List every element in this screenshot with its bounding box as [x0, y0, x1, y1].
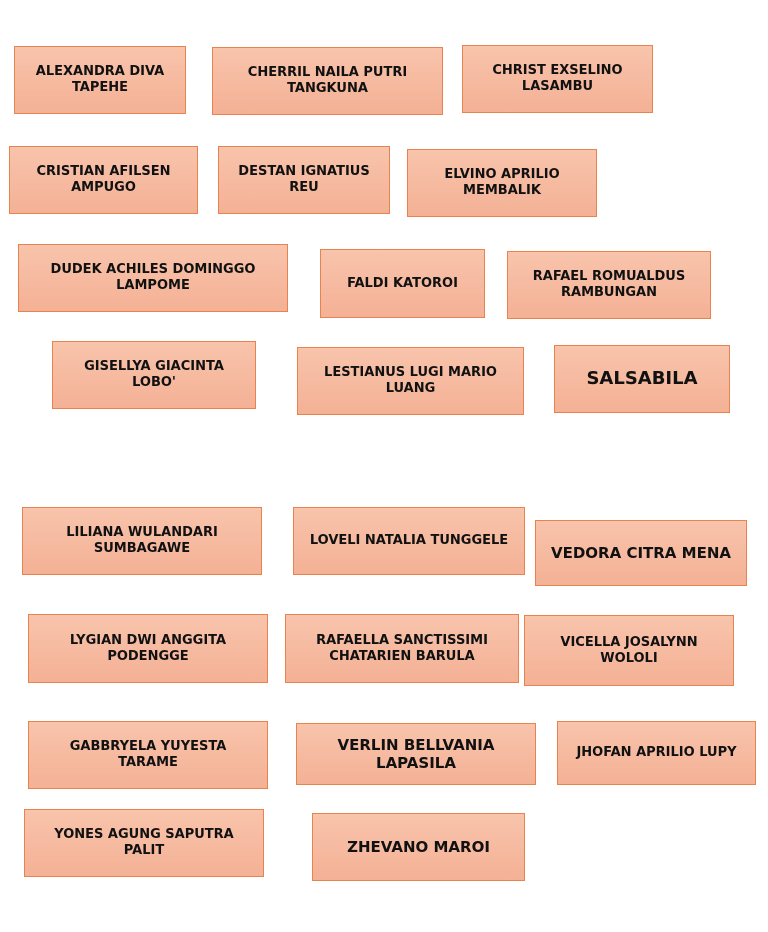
name-card-label — [444, 167, 559, 199]
name-card-rafael-romualdus-rambungan[interactable] — [507, 251, 711, 319]
name-line-1: GISELLYA GIACINTA — [84, 359, 224, 374]
name-card-verlin-bellvania-lapasila[interactable] — [296, 723, 536, 785]
name-card-label — [316, 633, 488, 665]
name-line-1: LYGIAN DWI ANGGITA — [69, 632, 227, 648]
name-line-2: LASAMBU — [521, 79, 594, 94]
name-line-2: WOLOLI — [600, 650, 658, 666]
name-line-1: VICELLA JOSALYNN — [560, 634, 698, 650]
name-line-1: ZHEVANO MAROI — [347, 838, 490, 856]
name-card-liliana-wulandari-sumbagawe[interactable] — [22, 507, 262, 575]
name-card-label — [310, 533, 508, 549]
name-line-2: REU — [289, 180, 319, 195]
name-card-label — [238, 164, 369, 196]
name-card-elvino-aprilio-membalik[interactable] — [407, 149, 597, 217]
name-line-1: CHERRIL NAILA PUTRI — [247, 65, 408, 80]
name-card-label — [586, 368, 697, 390]
name-card-label — [54, 827, 233, 859]
name-card-loveli-natalia-tunggele[interactable] — [293, 507, 525, 575]
name-line-2: LUANG — [385, 381, 436, 396]
name-card-label — [70, 633, 226, 665]
name-card-label — [51, 262, 256, 294]
name-line-1: DESTAN IGNATIUS — [238, 164, 370, 179]
name-card-label — [347, 276, 458, 292]
name-line-2: SUMBAGAWE — [93, 541, 191, 556]
name-card-alexandra-diva-tapehe[interactable] — [14, 46, 186, 114]
name-line-2: LOBO' — [132, 375, 176, 390]
name-card-gisellya-giacinta-lobo[interactable] — [52, 341, 256, 409]
name-card-label — [347, 838, 490, 856]
name-card-label — [36, 164, 170, 196]
name-line-1: SALSABILA — [586, 368, 698, 389]
name-line-2: MEMBALIK — [463, 183, 541, 198]
name-card-lestianus-lugi-mario-luang[interactable] — [297, 347, 524, 415]
name-card-vedora-citra-mena[interactable] — [535, 520, 747, 586]
name-line-1: ELVINO APRILIO — [444, 167, 560, 182]
name-line-1: RAFAELLA SANCTISSIMI — [316, 632, 488, 648]
name-card-label — [84, 359, 224, 391]
name-card-cherril-naila-putri-tangkuna[interactable] — [212, 47, 443, 115]
name-card-label — [551, 544, 731, 562]
name-line-2: LAMPOME — [116, 278, 190, 293]
name-card-jhofan-aprilio-lupy[interactable] — [557, 721, 756, 785]
name-line-1: ALEXANDRA DIVA — [35, 64, 165, 79]
name-line-1: DUDEK ACHILES DOMINGGO — [50, 262, 256, 277]
name-card-vicella-josalynn-wololi[interactable] — [524, 615, 734, 686]
name-line-1: LESTIANUS LUGI MARIO — [324, 365, 497, 380]
name-line-1: VERLIN BELLVANIA — [337, 736, 495, 754]
name-line-1: FALDI KATOROI — [347, 275, 458, 291]
name-card-rafaella-sanctissimi-chatarien-barula[interactable] — [285, 614, 519, 683]
name-card-label — [533, 269, 685, 301]
name-card-christ-exselino-lasambu[interactable] — [462, 45, 653, 113]
name-line-1: YONES AGUNG SAPUTRA — [54, 827, 234, 842]
name-card-gabbryela-yuyesta-tarame[interactable] — [28, 721, 268, 789]
name-line-2: TARAME — [118, 755, 178, 770]
name-card-label — [324, 365, 497, 397]
name-card-yones-agung-saputra-palit[interactable] — [24, 809, 264, 877]
name-card-label — [66, 525, 218, 557]
name-card-salsabila[interactable] — [554, 345, 730, 413]
name-line-1: CRISTIAN AFILSEN — [36, 164, 171, 179]
name-line-2: TANGKUNA — [287, 81, 368, 96]
name-card-label — [560, 635, 697, 667]
name-card-faldi-katoroi[interactable] — [320, 249, 485, 318]
name-line-1: LOVELI NATALIA TUNGGELE — [309, 533, 509, 548]
name-card-label — [576, 745, 736, 761]
name-line-2: TAPEHE — [71, 80, 129, 95]
name-card-label — [36, 64, 164, 96]
name-line-2: AMPUGO — [71, 180, 136, 195]
name-card-zhevano-maroi[interactable] — [312, 813, 525, 881]
name-card-label — [70, 739, 227, 771]
name-line-2: PALIT — [123, 843, 165, 858]
name-card-destan-ignatius-reu[interactable] — [218, 146, 390, 214]
name-line-1: CHRIST EXSELINO — [492, 63, 623, 78]
name-card-cristian-afilsen-ampugo[interactable] — [9, 146, 198, 214]
name-card-lygian-dwi-anggita-podengge[interactable] — [28, 614, 268, 683]
name-line-1: LILIANA WULANDARI — [66, 525, 218, 540]
name-line-1: JHOFAN APRILIO LUPY — [576, 745, 737, 760]
name-line-2: LAPASILA — [376, 754, 456, 772]
name-line-2: CHATARIEN BARULA — [329, 648, 475, 664]
name-card-label — [492, 63, 622, 95]
name-line-1: VEDORA CITRA MENA — [551, 544, 731, 562]
name-line-1: GABBRYELA YUYESTA — [69, 739, 227, 754]
name-line-1: RAFAEL ROMUALDUS — [532, 269, 686, 284]
name-card-label — [338, 736, 495, 772]
name-line-2: PODENGGE — [107, 648, 189, 664]
name-card-dudek-achiles-dominggo-lampome[interactable] — [18, 244, 288, 312]
name-card-label — [248, 65, 407, 97]
name-line-2: RAMBUNGAN — [561, 285, 657, 300]
